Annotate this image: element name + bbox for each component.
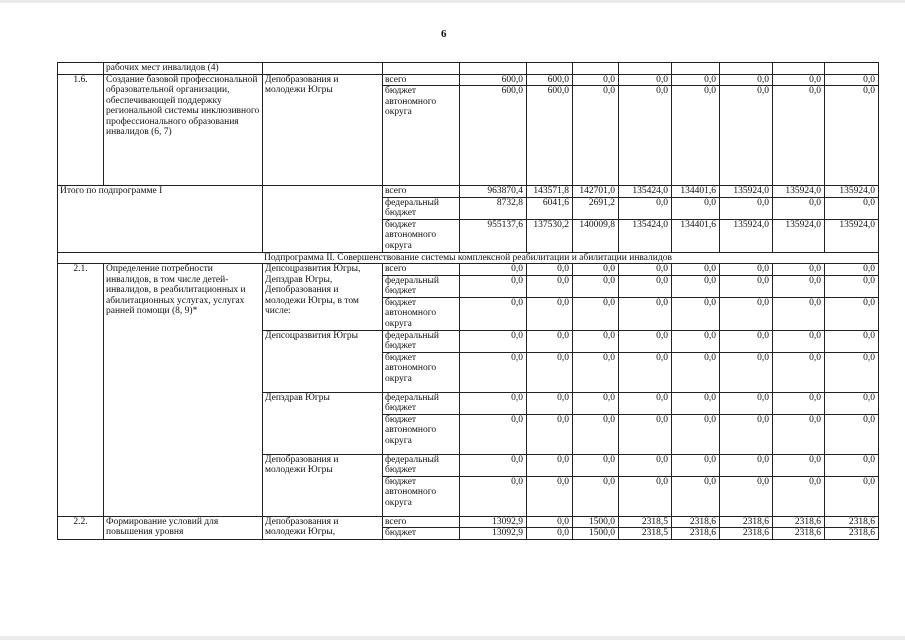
value-cell: 0,0	[460, 264, 527, 276]
value-cell: 2318,6	[672, 516, 720, 528]
value-cell: 2318,6	[720, 516, 773, 528]
value-cell: 142701,0	[573, 186, 619, 198]
total-label-cell: Итого по подпрограмме I	[58, 186, 263, 253]
value-cell: 0,0	[720, 74, 773, 86]
value-cell: 0,0	[773, 414, 825, 454]
value-cell: 0,0	[773, 197, 825, 219]
value-cell: 2318,6	[773, 528, 825, 540]
value-cell: 0,0	[527, 392, 573, 414]
value-cell: 0,0	[527, 454, 573, 476]
value-cell: 0,0	[720, 297, 773, 330]
executor-cell: Депобразования и молодежи Югры,	[263, 516, 383, 539]
value-cell: 0,0	[773, 264, 825, 276]
funding-source-cell: федеральный бюджет	[383, 275, 460, 297]
value-cell: 0,0	[619, 275, 672, 297]
value-cell: 0,0	[460, 476, 527, 516]
value-cell: 955137,6	[460, 219, 527, 252]
funding-source-cell: всего	[383, 186, 460, 198]
funding-source-cell: бюджет автономного округа	[383, 414, 460, 454]
value-cell: 2318,6	[825, 516, 879, 528]
value-cell: 0,0	[573, 414, 619, 454]
funding-source-cell: бюджет автономного округа	[383, 297, 460, 330]
value-cell: 0,0	[573, 74, 619, 86]
value-cell: 0,0	[672, 275, 720, 297]
executor-cell: Депобразования и молодежи Югры	[263, 454, 383, 516]
value-cell: 0,0	[825, 275, 879, 297]
value-cell: 8732,8	[460, 197, 527, 219]
value-cell: 135924,0	[720, 219, 773, 252]
item-number-cell: 1.6.	[58, 74, 104, 186]
empty-cell	[773, 63, 825, 75]
value-cell: 600,0	[527, 86, 573, 186]
value-cell: 0,0	[573, 86, 619, 186]
value-cell: 0,0	[460, 330, 527, 352]
empty-cell	[263, 186, 383, 253]
value-cell: 0,0	[825, 264, 879, 276]
value-cell: 0,0	[825, 330, 879, 352]
value-cell: 135924,0	[773, 186, 825, 198]
value-cell: 0,0	[460, 297, 527, 330]
value-cell: 0,0	[460, 392, 527, 414]
value-cell: 135424,0	[619, 219, 672, 252]
value-cell: 0,0	[825, 352, 879, 392]
value-cell: 0,0	[825, 74, 879, 86]
value-cell: 0,0	[825, 414, 879, 454]
funding-source-cell: бюджет автономного округа	[383, 219, 460, 252]
value-cell: 0,0	[773, 297, 825, 330]
value-cell: 134401,6	[672, 219, 720, 252]
value-cell: 140009,8	[573, 219, 619, 252]
value-cell: 2318,6	[672, 528, 720, 540]
value-cell: 134401,6	[672, 186, 720, 198]
value-cell: 0,0	[672, 264, 720, 276]
value-cell: 0,0	[619, 264, 672, 276]
value-cell: 0,0	[460, 275, 527, 297]
value-cell: 0,0	[672, 476, 720, 516]
executor-cell: Депсоцразвития Югры, Депздрав Югры, Депобразования и молодежи Югры, в том числе:	[263, 264, 383, 331]
value-cell: 137530,2	[527, 219, 573, 252]
value-cell: 0,0	[720, 86, 773, 186]
value-cell: 0,0	[573, 454, 619, 476]
value-cell: 143571,8	[527, 186, 573, 198]
value-cell: 0,0	[527, 476, 573, 516]
value-cell: 0,0	[720, 454, 773, 476]
executor-cell: Депсоцразвития Югры	[263, 330, 383, 392]
section-title: Подпрограмма II. Совершенствование системы комплексной реабилитации и абилитации инвалидов	[58, 252, 879, 264]
table-body	[58, 63, 879, 540]
value-cell: 2318,6	[825, 528, 879, 540]
value-cell: 0,0	[773, 74, 825, 86]
item-number-cell: 2.1.	[58, 264, 104, 517]
value-cell: 0,0	[573, 330, 619, 352]
value-cell: 2318,6	[720, 528, 773, 540]
funding-source-cell: федеральный бюджет	[383, 392, 460, 414]
funding-source-cell: бюджет	[383, 528, 460, 540]
executor-cell: Депздрав Югры	[263, 392, 383, 454]
value-cell: 0,0	[619, 352, 672, 392]
item-name-cell: рабочих мест инвалидов (4)	[104, 63, 263, 75]
value-cell: 0,0	[619, 197, 672, 219]
value-cell: 0,0	[825, 476, 879, 516]
table-row	[58, 63, 879, 75]
funding-source-cell: всего	[383, 516, 460, 528]
value-cell: 135924,0	[825, 219, 879, 252]
value-cell: 13092,9	[460, 528, 527, 540]
value-cell: 0,0	[573, 264, 619, 276]
value-cell: 0,0	[825, 454, 879, 476]
value-cell: 0,0	[672, 330, 720, 352]
scan-edge-top	[0, 0, 905, 3]
table-row	[58, 264, 879, 276]
value-cell: 1500,0	[573, 516, 619, 528]
value-cell: 2318,6	[773, 516, 825, 528]
funding-source-cell: федеральный бюджет	[383, 454, 460, 476]
value-cell: 0,0	[672, 454, 720, 476]
value-cell: 0,0	[619, 414, 672, 454]
value-cell: 0,0	[720, 392, 773, 414]
empty-cell	[672, 63, 720, 75]
value-cell: 1500,0	[573, 528, 619, 540]
value-cell: 0,0	[825, 297, 879, 330]
value-cell: 0,0	[720, 197, 773, 219]
empty-cell	[58, 63, 104, 75]
value-cell: 0,0	[573, 352, 619, 392]
table-row	[58, 186, 879, 198]
item-name-cell: Создание базовой профессиональной образовательной организации, обеспечивающей поддержку региональной системы инклюзивного профессионального образования инвалидов (6, 7)	[104, 74, 263, 186]
funding-source-cell: всего	[383, 264, 460, 276]
scan-edge-bottom	[0, 636, 905, 640]
value-cell: 0,0	[825, 86, 879, 186]
value-cell: 0,0	[527, 275, 573, 297]
funding-source-cell: бюджет автономного округа	[383, 476, 460, 516]
funding-source-cell: бюджет автономного округа	[383, 352, 460, 392]
value-cell: 0,0	[527, 297, 573, 330]
value-cell: 0,0	[672, 74, 720, 86]
empty-cell	[573, 63, 619, 75]
value-cell: 963870,4	[460, 186, 527, 198]
value-cell: 0,0	[773, 86, 825, 186]
value-cell: 0,0	[619, 454, 672, 476]
value-cell: 135924,0	[825, 186, 879, 198]
value-cell: 0,0	[527, 528, 573, 540]
value-cell: 0,0	[825, 197, 879, 219]
value-cell: 0,0	[460, 454, 527, 476]
value-cell: 2691,2	[573, 197, 619, 219]
empty-cell	[263, 63, 383, 75]
item-name-cell: Определение потребности инвалидов, в том числе детей-инвалидов, в реабилитационных и абилитационных услугах, услугах ранней помощи (8, 9)*	[104, 264, 263, 517]
value-cell: 0,0	[573, 392, 619, 414]
value-cell: 0,0	[460, 414, 527, 454]
value-cell: 135924,0	[720, 186, 773, 198]
value-cell: 0,0	[619, 74, 672, 86]
value-cell: 0,0	[619, 476, 672, 516]
budget-table	[57, 62, 879, 540]
value-cell: 0,0	[672, 297, 720, 330]
value-cell: 0,0	[619, 297, 672, 330]
value-cell: 0,0	[527, 264, 573, 276]
value-cell: 600,0	[460, 86, 527, 186]
value-cell: 0,0	[825, 392, 879, 414]
empty-cell	[460, 63, 527, 75]
table-row	[58, 516, 879, 528]
value-cell: 600,0	[460, 74, 527, 86]
empty-cell	[383, 63, 460, 75]
value-cell: 0,0	[672, 352, 720, 392]
value-cell: 2318,5	[619, 516, 672, 528]
value-cell: 13092,9	[460, 516, 527, 528]
funding-source-cell: бюджет автономного округа	[383, 86, 460, 186]
value-cell: 0,0	[773, 392, 825, 414]
empty-cell	[825, 63, 879, 75]
value-cell: 135924,0	[773, 219, 825, 252]
value-cell: 0,0	[619, 86, 672, 186]
value-cell: 0,0	[720, 414, 773, 454]
funding-source-cell: всего	[383, 74, 460, 86]
value-cell: 0,0	[773, 275, 825, 297]
funding-source-cell: федеральный бюджет	[383, 197, 460, 219]
value-cell: 0,0	[527, 330, 573, 352]
value-cell: 0,0	[573, 275, 619, 297]
item-number-cell: 2.2.	[58, 516, 104, 539]
value-cell: 2318,5	[619, 528, 672, 540]
value-cell: 0,0	[773, 352, 825, 392]
value-cell: 0,0	[527, 516, 573, 528]
section-row	[58, 252, 879, 264]
value-cell: 0,0	[672, 197, 720, 219]
table-row	[58, 74, 879, 86]
value-cell: 0,0	[573, 476, 619, 516]
value-cell: 0,0	[527, 414, 573, 454]
value-cell: 0,0	[773, 476, 825, 516]
funding-source-cell: федеральный бюджет	[383, 330, 460, 352]
value-cell: 0,0	[527, 352, 573, 392]
value-cell: 6041,6	[527, 197, 573, 219]
value-cell: 0,0	[619, 330, 672, 352]
value-cell: 0,0	[672, 392, 720, 414]
value-cell: 0,0	[672, 86, 720, 186]
empty-cell	[527, 63, 573, 75]
value-cell: 0,0	[773, 454, 825, 476]
value-cell: 0,0	[573, 297, 619, 330]
item-name-cell: Формирование условий для повышения уровня	[104, 516, 263, 539]
value-cell: 0,0	[619, 392, 672, 414]
value-cell: 135424,0	[619, 186, 672, 198]
value-cell: 0,0	[720, 352, 773, 392]
page-number: 6	[441, 28, 447, 40]
value-cell: 0,0	[720, 330, 773, 352]
value-cell: 0,0	[672, 414, 720, 454]
empty-cell	[720, 63, 773, 75]
executor-cell: Депобразования и молодежи Югры	[263, 74, 383, 186]
value-cell: 0,0	[460, 352, 527, 392]
value-cell: 0,0	[773, 330, 825, 352]
empty-cell	[619, 63, 672, 75]
value-cell: 0,0	[720, 275, 773, 297]
value-cell: 0,0	[720, 264, 773, 276]
value-cell: 600,0	[527, 74, 573, 86]
value-cell: 0,0	[720, 476, 773, 516]
